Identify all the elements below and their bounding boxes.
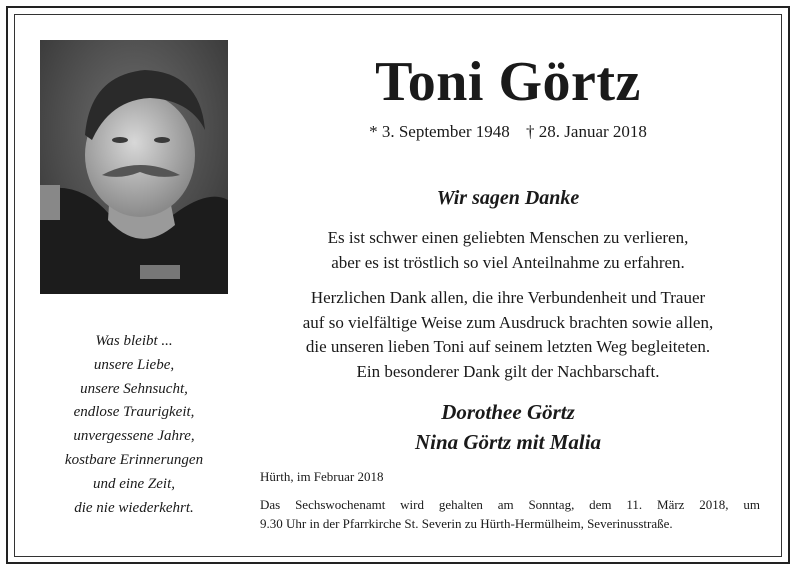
poem	[40, 330, 228, 520]
notice-line: Das Sechswochenamt wird gehalten am Sonntag, dem 11. März 2018, um	[260, 497, 760, 512]
poem-line: die nie wiederkehrt.	[74, 499, 194, 516]
paragraph-line: die unseren lieben Toni auf seinem letzten Weg begleiteten.	[305, 337, 711, 356]
signers	[258, 397, 758, 457]
notice-line: 9.30 Uhr in der Pfarrkirche St. Severin zu Hürth-Hermülheim, Severinusstraße.	[260, 516, 673, 531]
portrait-photo	[40, 40, 228, 294]
life-dates	[258, 121, 758, 143]
deceased-name: Toni Görtz	[375, 51, 641, 113]
poem-line: unvergessene Jahre,	[73, 428, 195, 445]
paragraph-line: auf so vielfältige Weise zum Ausdruck brachten sowie allen,	[302, 312, 714, 332]
poem-line: unsere Sehnsucht,	[80, 380, 188, 397]
paragraph-line: Es ist schwer einen geliebten Menschen zu verlieren,	[327, 228, 689, 247]
paragraph-line: Ein besonderer Dank gilt der Nachbarschaft.	[356, 361, 660, 381]
mass-notice	[260, 495, 760, 533]
death-date: † 28. Januar 2018	[526, 122, 647, 141]
poem-line: unsere Liebe,	[93, 356, 175, 373]
paragraph-line: Herzlichen Dank allen, die ihre Verbundenheit und Trauer	[310, 288, 706, 307]
paragraph-thanks	[258, 286, 758, 384]
paragraph-loss	[258, 226, 758, 275]
birth-date: * 3. September 1948	[369, 122, 510, 141]
paragraph-line: aber es ist tröstlich so viel Anteilnahme zu erfahren.	[331, 252, 685, 272]
signer-name: Dorothee Görtz	[441, 400, 575, 424]
signer-name: Nina Görtz mit Malia	[414, 430, 602, 454]
poem-line: Was bleibt ...	[95, 333, 173, 349]
thanks-heading: Wir sagen Danke	[436, 187, 580, 209]
poem-line: kostbare Erinnerungen	[64, 451, 204, 468]
place-date: Hürth, im Februar 2018	[260, 469, 384, 484]
poem-line: endlose Traurigkeit,	[73, 404, 195, 421]
poem-line: und eine Zeit,	[92, 475, 176, 492]
